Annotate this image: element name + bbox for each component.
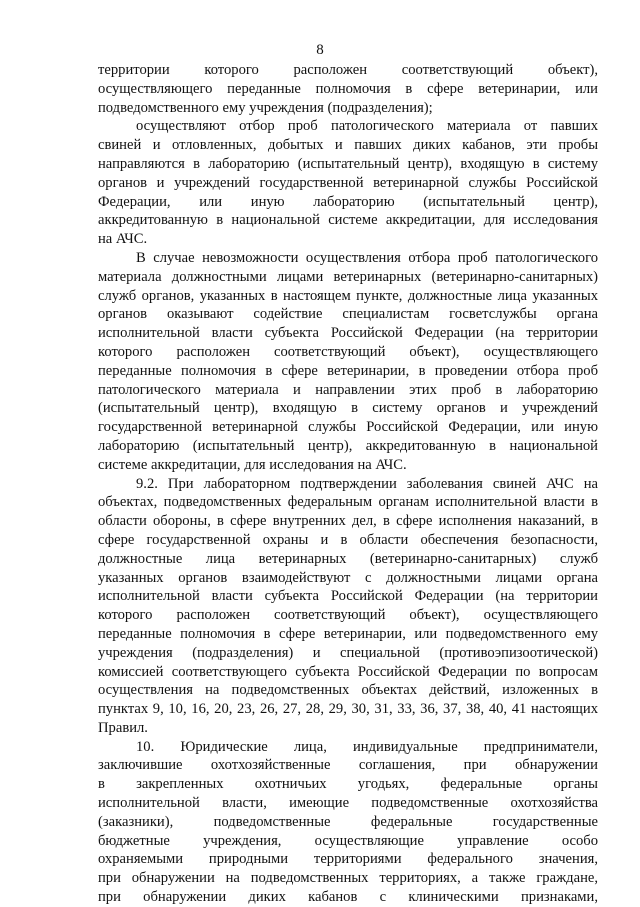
text-line: материала должностными лицами ветеринарных (ветеринарно-санитарных) [98,268,598,285]
text-line: патологического материала и направлении этих проб в лабораторию [98,381,598,398]
text-line: исполнительной власти, имеющие подведомственные охотхозяйства [98,795,598,812]
text-line: системе аккредитации, для исследования на АЧС. [98,456,407,473]
page-number: 8 [316,42,324,58]
text-line: которого расположен соответствующий объект), осуществляющего [98,607,598,624]
text-line: должностные лица ветеринарных (ветеринарно-санитарных) служб [98,550,598,567]
text-line: осуществляют отбор проб патологического материала от павших [136,118,598,135]
text-line: осуществления на подведомственных объектах действий, изложенных в [98,682,598,699]
text-line: (заказники), подведомственные федеральные государственные [98,813,598,830]
text-line: подведомственного ему учреждения (подразделения); [98,99,433,116]
text-line: переданные полномочия в сфере ветеринарии, в проведении отбора проб [98,362,598,379]
text-line: на АЧС. [98,231,148,248]
text-line: государственной ветеринарной службы Российской Федерации, или иную [98,419,598,436]
text-line: заключившие охотхозяйственные соглашения, при обнаружении [98,757,598,774]
text-line: комиссией соответствующего субъекта Российской Федерации по вопросам [98,663,598,680]
text-line: исполнительной власти субъекта Российской Федерации (на территории [98,325,598,342]
text-line: сфере государственной охраны и в области обеспечения безопасности, [98,531,598,548]
text-line: территории которого расположен соответствующий объект), [98,62,598,78]
text-line: органов оказывают содействие специалистам госветслужбы органа [98,306,598,323]
document-body [98,61,598,907]
text-line: свиней и отловленных, добытых и павших диких кабанов, эти пробы [98,137,598,154]
text-line: объектах, подведомственных федеральным органам исполнительной власти в [98,494,598,511]
text-line: 9.2. При лабораторном подтверждении заболевания свиней АЧС на [136,475,598,492]
text-line: переданные полномочия в сфере ветеринарии, или подведомственного ему [98,625,598,642]
text-line: органов и учреждений государственной ветеринарной службы Российской [98,174,598,191]
text-line: исполнительной власти субъекта Российской Федерации (на территории [98,588,598,605]
text-line: Федерации, или иную лабораторию (испытательный центр), [98,193,598,210]
text-line: указанных органов взаимодействуют с должностными лицами органа [98,569,598,586]
text-line: пунктах 9, 10, 16, 20, 23, 26, 27, 28, 29, 30, 31, 33, 36, 37, 38, 40, 41 настоящих [98,701,598,718]
text-line: осуществляющего переданные полномочия в сфере ветеринарии, или [98,80,598,97]
text-line: аккредитованную в национальной системе аккредитации, для исследования [98,212,598,229]
text-line: (испытательный центр), входящую в систему органов и учреждений [98,400,598,417]
text-line: бюджетные учреждения, осуществляющие управление особо [98,832,598,849]
text-line: служб органов, указанных в настоящем пункте, должностные лица указанных [98,287,598,304]
text-line: области обороны, в сфере внутренних дел, в сфере исполнения наказаний, в [98,513,598,530]
text-line: направляются в лабораторию (испытательный центр), входящую в систему [98,155,598,172]
text-line: которого расположен соответствующий объект), осуществляющего [98,343,598,360]
text-line: Правил. [98,719,148,736]
text-line: учреждения (подразделения) и специальной (противоэпизоотической) [98,644,598,661]
text-line: охраняемыми природными территориями федерального значения, [98,851,598,868]
text-line: 10. Юридические лица, индивидуальные предприниматели, [136,738,598,755]
text-line: при обнаружении диких кабанов с клиническими признаками, [98,889,598,906]
text-line: при обнаружении на подведомственных территориях, а также граждане, [98,870,598,887]
text-line: в закрепленных охотничьих угодьях, федеральные органы [98,776,598,793]
text-line: лабораторию (испытательный центр), аккредитованную в национальной [98,437,598,454]
text-line: В случае невозможности осуществления отбора проб патологического [136,249,598,266]
